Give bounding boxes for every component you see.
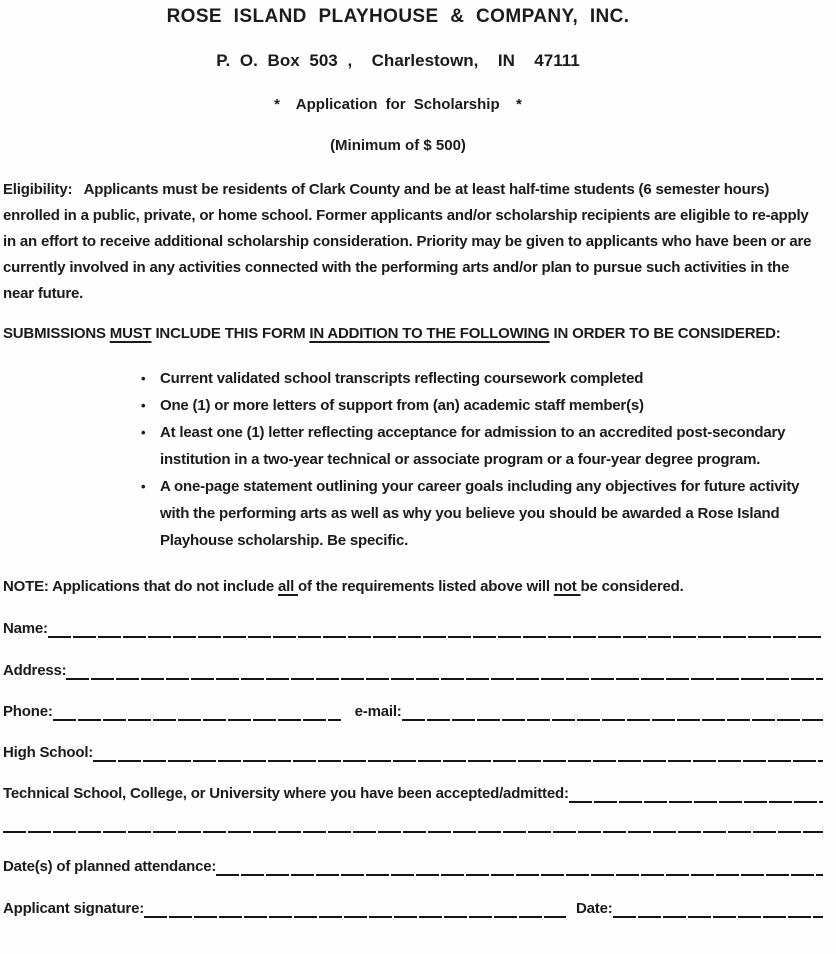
note-text-3: be considered.: [580, 578, 684, 595]
technical-school-label: Technical School, College, or University where you have been accepted/admitted:: [3, 785, 569, 802]
phone-email-field-row: [3, 701, 823, 723]
organization-name: ROSE ISLAND PLAYHOUSE & COMPANY, INC.: [166, 6, 630, 27]
phone-blank-line: [53, 701, 341, 723]
name-label: Name:: [3, 620, 48, 637]
bullet-icon: •: [141, 479, 146, 494]
signature-blank-line: [144, 898, 566, 920]
submissions-text-3: IN ORDER TO BE CONSIDERED:: [549, 325, 781, 342]
must-underlined-text: MUST: [109, 325, 152, 342]
submissions-instruction-line: [3, 324, 823, 344]
attendance-blank-line: [216, 856, 823, 878]
technical-school-blank-line: [569, 783, 823, 805]
requirement-item: [141, 473, 823, 554]
email-blank-line: [402, 701, 823, 723]
applicant-signature-label: Applicant signature:: [3, 900, 145, 917]
high-school-field-row: [3, 742, 823, 764]
requirements-list: [141, 365, 823, 554]
attendance-label: Date(s) of planned attendance:: [3, 858, 217, 875]
bullet-icon: •: [141, 425, 146, 440]
name-field-row: [3, 618, 823, 640]
address-blank-line: [66, 660, 823, 682]
document-header: [3, 5, 823, 156]
submissions-text-2: INCLUDE THIS FORM: [151, 325, 310, 342]
bullet-icon: •: [141, 398, 146, 413]
requirement-item: [141, 419, 823, 473]
technical-school-continuation-row: [3, 813, 823, 835]
high-school-label: High School:: [3, 744, 94, 761]
form-fields-section: [3, 618, 823, 920]
address-field-row: [3, 660, 823, 682]
requirement-text: Current validated school transcripts reflecting coursework completed: [160, 370, 644, 387]
requirement-item: [141, 365, 823, 392]
attendance-field-row: [3, 856, 823, 878]
minimum-amount-line: (Minimum of $ 500): [330, 137, 466, 154]
requirement-item: [141, 392, 823, 419]
date-blank-line: [613, 898, 823, 920]
in-addition-underlined-text: IN ADDITION TO THE FOLLOWING: [309, 325, 550, 342]
name-blank-line: [48, 618, 823, 640]
application-title: * Application for Scholarship *: [274, 96, 522, 113]
requirement-text: A one-page statement outlining your career goals including any objectives for future activity with the performing arts as well as why you believe you should be awarded a Rose Island Playhouse scholarship. Be specific.: [160, 478, 800, 549]
requirement-text: At least one (1) letter reflecting acceptance for admission to an accredited post-secondary institution in a two-year technical or associate program or a four-year degree program.: [160, 424, 786, 468]
note-line: [3, 577, 823, 597]
continuation-blank-line: [3, 813, 823, 835]
all-underlined-text: all: [277, 578, 299, 595]
po-box-address-line: P. O. Box 503 , Charlestown, IN 47111: [216, 51, 580, 70]
signature-date-field-row: [3, 898, 823, 920]
address-label: Address:: [3, 662, 67, 679]
bullet-icon: •: [141, 371, 146, 386]
phone-label: Phone:: [3, 703, 53, 720]
email-label: e-mail:: [354, 703, 402, 720]
technical-school-field-row: [3, 783, 823, 805]
submissions-text-1: SUBMISSIONS: [3, 325, 110, 342]
not-underlined-text: not: [553, 578, 581, 595]
note-text-1: NOTE: Applications that do not include: [3, 578, 278, 595]
date-label: Date:: [576, 900, 613, 917]
eligibility-paragraph: Eligibility: Applicants must be residents of Clark County and be at least half-time students (6 semester hours) enrolled in a public, private, or home school. Former applicants and/or scholarship recipients are eligible to re-apply in an effort to receive additional scholarship consideration. Priority may be given to applicants who have been or are currently involved in any activities connected with the performing arts and/or plan to pursue such activities in the near future.: [3, 181, 812, 302]
requirement-text: One (1) or more letters of support from (an) academic staff member(s): [160, 397, 644, 414]
high-school-blank-line: [93, 742, 823, 764]
note-text-2: of the requirements listed above will: [298, 578, 554, 595]
